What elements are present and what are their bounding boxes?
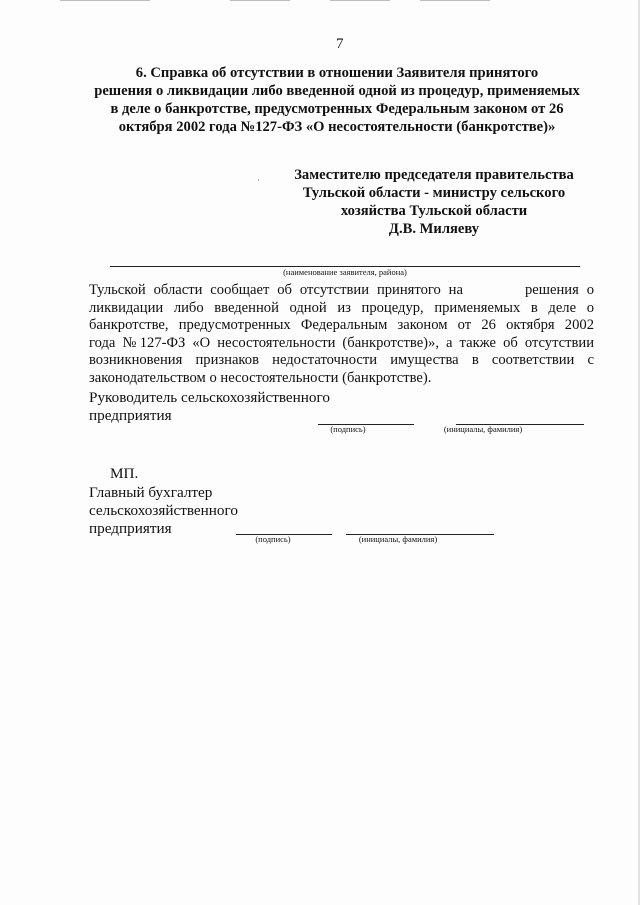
body-line: ликвидации либо введенной одной из процедур, применяемых в деле о [89,299,594,316]
addressee-block [282,166,586,238]
accountant-label-line3: предприятия [89,520,172,537]
addressee-line: Тульской области - министру сельского [302,185,566,201]
title-line: в деле о банкротстве, предусмотренных Федеральным законом от 26 [110,101,564,117]
body-line: законодательством о несостоятельности (банкротстве). [89,369,432,386]
addressee-line: Заместителю председателя правительства [294,167,574,183]
body-line-start: Тульской области сообщает об отсутствии принятого на [89,282,463,298]
body-line: банкротстве, предусмотренных Федеральным законом от 26 октября 2002 [89,317,594,334]
accountant-signature-caption: (подпись) [255,534,291,544]
notice-body [89,282,594,388]
scan-top-edge [230,0,290,1]
scan-speck: · [257,175,260,185]
head-label-line2: предприятия [89,407,172,424]
title-line: октября 2002 года №127-ФЗ «О несостоятельности (банкротстве)» [118,119,556,135]
document-title [92,64,582,136]
scan-top-edge [60,0,150,1]
accountant-name-caption: (инициалы, фамилия) [358,534,438,544]
addressee-line: Д.В. Миляеву [388,221,480,237]
addressee-line: хозяйства Тульской области [340,203,528,219]
body-line: года №127-ФЗ «О несостоятельности (банкротстве)», а также об отсутствии [89,334,594,351]
body-line [89,282,594,300]
accountant-label-line1: Главный бухгалтер [89,484,213,501]
body-line-end: решения о [524,282,594,298]
page-number: 7 [336,36,344,52]
head-signature-caption: (подпись) [330,424,366,434]
scan-top-edge [330,0,390,1]
title-line: 6. Справка об отсутствии в отношении Заявителя принятого [135,65,539,81]
stamp-label: МП. [110,465,139,482]
applicant-field-caption: (наименование заявителя, района) [283,267,407,277]
head-label-line1: Руководитель сельскохозяйственного [89,389,330,406]
accountant-label-line2: сельскохозяйственного [89,502,238,519]
head-name-caption: (инициалы, фамилия) [443,424,523,434]
title-line: решения о ликвидации либо введенной одной из процедур, применяемых [94,83,580,99]
scan-top-edge [420,0,490,1]
body-line: возникновения признаков недостаточности имущества в соответствии с [89,352,594,369]
